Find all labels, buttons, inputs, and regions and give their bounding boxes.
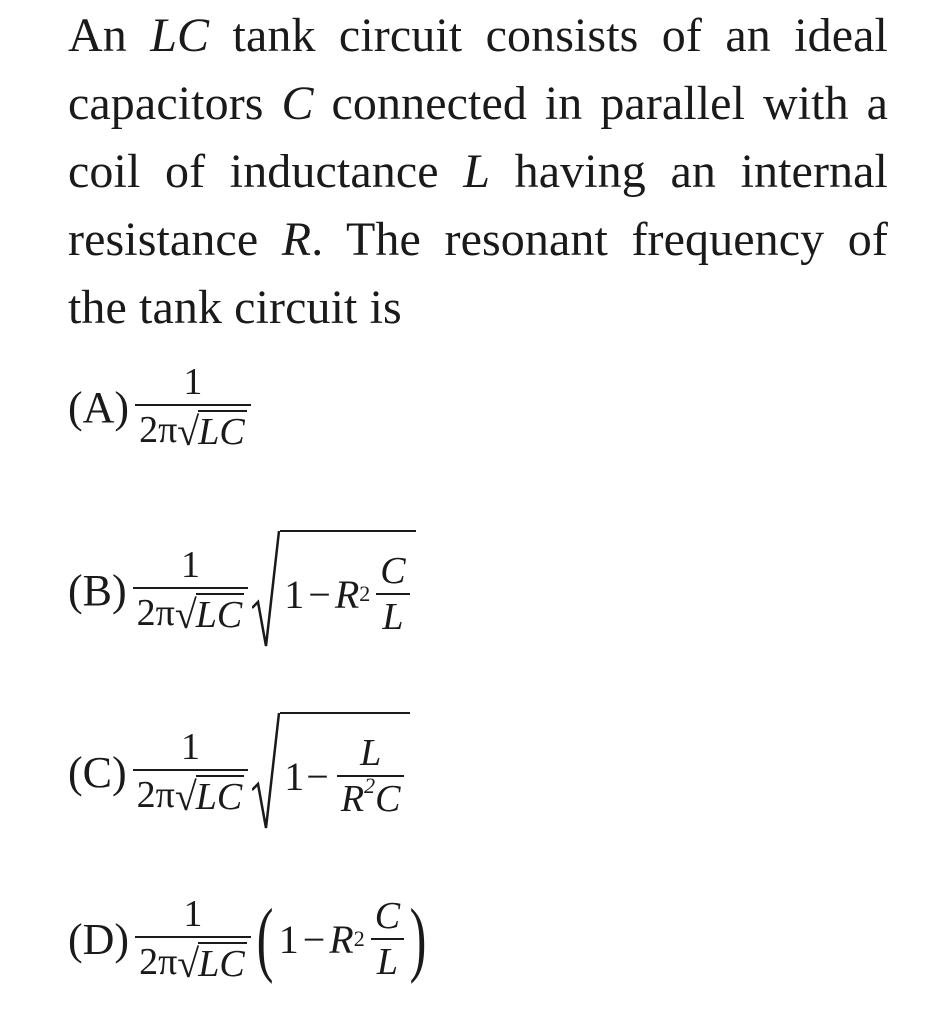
question-line3-start: coil of inductance xyxy=(68,145,464,198)
option-c-numerator: 1 xyxy=(180,726,200,768)
two-pi: 2π xyxy=(139,941,178,983)
one: 1 xyxy=(284,753,305,799)
option-c-label: (C) xyxy=(68,747,127,797)
option-a-denominator xyxy=(135,406,251,454)
big-sqrt-icon xyxy=(252,530,280,650)
question-line4-end: . The resonant frequency of xyxy=(311,213,888,266)
question-line3-end: having an internal xyxy=(490,145,888,198)
option-c-fraction xyxy=(133,725,249,819)
symbol-c: C xyxy=(380,550,406,592)
question-line5: the tank circuit is xyxy=(68,281,402,334)
symbol-r: R xyxy=(340,778,365,820)
l-over-r2c xyxy=(337,731,405,821)
symbol-c: C xyxy=(281,77,314,130)
option-a-numerator: 1 xyxy=(183,361,203,403)
option-d-numerator: 1 xyxy=(183,893,203,935)
sqrt-lc xyxy=(175,775,244,819)
one: 1 xyxy=(284,571,305,617)
symbol-r: R xyxy=(329,916,354,962)
option-a[interactable] xyxy=(68,360,251,454)
question-text xyxy=(68,2,888,342)
symbol-l: L xyxy=(382,596,404,638)
option-c[interactable] xyxy=(68,712,410,832)
sqrt-lc xyxy=(175,593,244,637)
radicand-lc: LC xyxy=(195,776,243,818)
two-pi: 2π xyxy=(136,592,175,634)
minus-sign: − xyxy=(302,916,326,962)
question-line2-end: connected in parallel with a xyxy=(313,77,888,130)
right-paren: ) xyxy=(409,892,427,985)
left-paren: ( xyxy=(256,892,274,985)
option-a-fraction xyxy=(135,360,251,454)
radicand-lc: LC xyxy=(198,943,245,985)
c-over-l xyxy=(371,894,404,984)
option-d[interactable]: (D) 1 2π √ LC ( 1 − R 2 C L ) xyxy=(68,892,427,986)
option-b[interactable] xyxy=(68,530,416,650)
option-b-denominator xyxy=(133,589,249,637)
one: 1 xyxy=(278,916,299,962)
option-b-fraction xyxy=(133,543,249,637)
sqrt-icon: √ xyxy=(177,409,200,454)
c-over-l xyxy=(376,549,409,639)
radicand-lc: LC xyxy=(198,411,245,453)
sqrt-icon: √ xyxy=(174,774,197,819)
question-line1-end: tank circuit consists of an ideal xyxy=(209,9,888,62)
r-squared-c xyxy=(337,773,405,821)
symbol-l: L xyxy=(463,145,491,198)
sqrt-icon: √ xyxy=(177,941,200,986)
symbol-c: C xyxy=(375,778,401,820)
option-d-label: (D) xyxy=(68,914,130,964)
question-line4-start: resistance xyxy=(68,213,282,266)
option-b-radicand: 1 − R 2 C L xyxy=(280,530,415,650)
question-line1-start: An xyxy=(68,9,151,62)
symbol-r: R xyxy=(281,213,312,266)
option-b-numerator: 1 xyxy=(180,544,200,586)
sqrt-icon: √ xyxy=(174,592,197,637)
minus-sign: − xyxy=(308,571,331,617)
sqrt-lc xyxy=(177,942,246,986)
option-d-denominator xyxy=(135,938,251,986)
option-c-radicand xyxy=(280,712,410,832)
option-b-big-sqrt xyxy=(252,530,415,650)
exponent-2: 2 xyxy=(364,773,376,798)
symbol-lc: LC xyxy=(150,9,210,62)
option-d-fraction xyxy=(135,892,251,986)
symbol-l: L xyxy=(376,941,398,983)
question-line2-start: capacitors xyxy=(68,77,282,130)
radicand-lc: LC xyxy=(195,594,243,636)
big-sqrt-icon xyxy=(252,712,280,832)
two-pi: 2π xyxy=(136,774,175,816)
option-b-label: (B) xyxy=(68,565,127,615)
symbol-r: R xyxy=(334,571,360,617)
minus-sign: − xyxy=(306,753,329,799)
option-c-big-sqrt xyxy=(252,712,410,832)
symbol-c: C xyxy=(374,895,401,937)
sqrt-lc xyxy=(177,410,246,454)
option-c-denominator xyxy=(133,771,249,819)
option-a-label: (A) xyxy=(68,382,130,432)
symbol-l: L xyxy=(360,732,382,774)
two-pi: 2π xyxy=(139,409,178,451)
